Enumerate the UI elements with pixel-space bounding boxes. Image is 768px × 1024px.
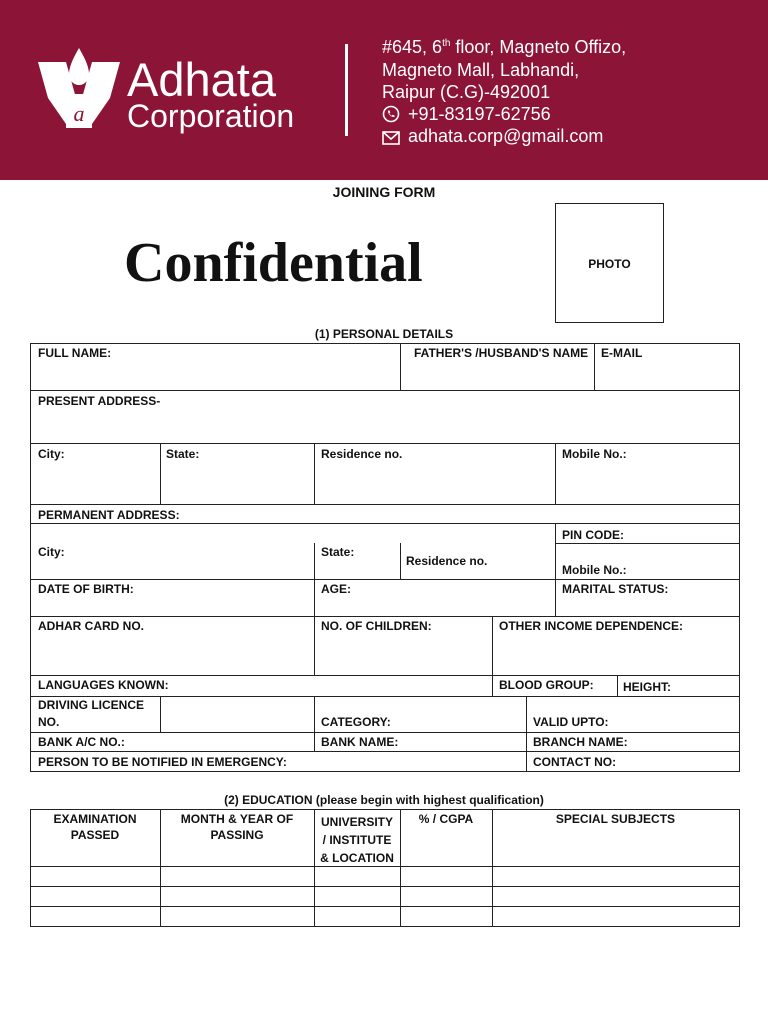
permanent-residence-label: Residence no. [406, 554, 488, 568]
adhar-label: ADHAR CARD NO. [38, 619, 144, 633]
photo-box[interactable] [555, 203, 664, 323]
form-title: JOINING FORM [332, 184, 436, 200]
photo-label: PHOTO [588, 257, 631, 271]
phone-icon [382, 105, 400, 123]
age-label: AGE: [321, 582, 351, 596]
adhata-logo-icon [36, 44, 122, 132]
personal-details-title: (1) PERSONAL DETAILS [314, 327, 454, 341]
branch-name-label: BRANCH NAME: [533, 735, 628, 749]
permanent-address-label: PERMANENT ADDRESS: [38, 508, 180, 522]
table-row[interactable] [31, 907, 739, 926]
present-state-label: State: [166, 447, 200, 461]
present-city-label: City: [38, 447, 65, 461]
address-line-2: Magneto Mall, Labhandi, [382, 60, 580, 80]
marital-status-label: MARITAL STATUS: [562, 582, 669, 596]
email-label: E-MAIL [601, 346, 643, 360]
brand-name-line1: Adhata [127, 53, 276, 106]
column-header-university: UNIVERSITY / INSTITUTE & LOCATION [320, 815, 394, 865]
logo-letter: a [73, 101, 85, 126]
brand-name-line2: Corporation [127, 98, 295, 134]
table-row[interactable] [31, 887, 739, 906]
bank-name-label: BANK NAME: [321, 735, 399, 749]
children-label: NO. OF CHILDREN: [321, 619, 432, 633]
email-line: adhata.corp@gmail.com [382, 127, 603, 145]
emergency-person-label: PERSON TO BE NOTIFIED IN EMERGENCY: [38, 755, 287, 769]
column-header-month-year: MONTH & YEAR OF PASSING [180, 812, 294, 842]
category-label: CATEGORY: [321, 715, 391, 729]
father-husband-name-label: FATHER'S /HUSBAND'S NAME [414, 346, 589, 360]
present-mobile-label: Mobile No.: [562, 447, 627, 461]
present-address-label: PRESENT ADDRESS- [38, 394, 161, 408]
valid-upto-label: VALID UPTO: [533, 715, 609, 729]
pin-code-label: PIN CODE: [562, 528, 625, 542]
permanent-state-label: State: [321, 545, 355, 559]
column-header-special-subjects: SPECIAL SUBJECTS [555, 812, 676, 826]
other-income-label: OTHER INCOME DEPENDENCE: [499, 619, 684, 633]
contact-no-label: CONTACT NO: [533, 755, 617, 769]
header-divider [345, 44, 348, 136]
bank-ac-label: BANK A/C NO.: [38, 735, 125, 749]
confidential-heading: Confidential [124, 232, 423, 294]
address-line-1: #645, 6th floor, Magneto Offizo, [382, 37, 627, 57]
present-residence-label: Residence no. [321, 447, 403, 461]
table-row[interactable] [31, 867, 739, 886]
driving-licence-label-2: NO. [38, 715, 60, 729]
letterhead-banner [0, 0, 768, 180]
dob-label: DATE OF BIRTH: [38, 582, 134, 596]
column-header-cgpa: % / CGPA [418, 812, 474, 826]
driving-licence-label-1: DRIVING LICENCE [38, 698, 145, 712]
languages-label: LANGUAGES KNOWN: [38, 678, 169, 692]
address-line-3: Raipur (C.G)-492001 [382, 82, 551, 102]
permanent-mobile-label: Mobile No.: [562, 563, 627, 577]
education-title: (2) EDUCATION (please begin with highest qualification) [224, 793, 544, 807]
permanent-city-label: City: [38, 545, 65, 559]
phone-line: +91-83197-62756 [382, 105, 551, 123]
blood-group-label: BLOOD GROUP: [499, 678, 594, 692]
envelope-icon [382, 131, 400, 145]
height-label: HEIGHT: [623, 680, 671, 694]
column-header-examination: EXAMINATION PASSED [53, 812, 137, 842]
full-name-label: FULL NAME: [38, 346, 112, 360]
